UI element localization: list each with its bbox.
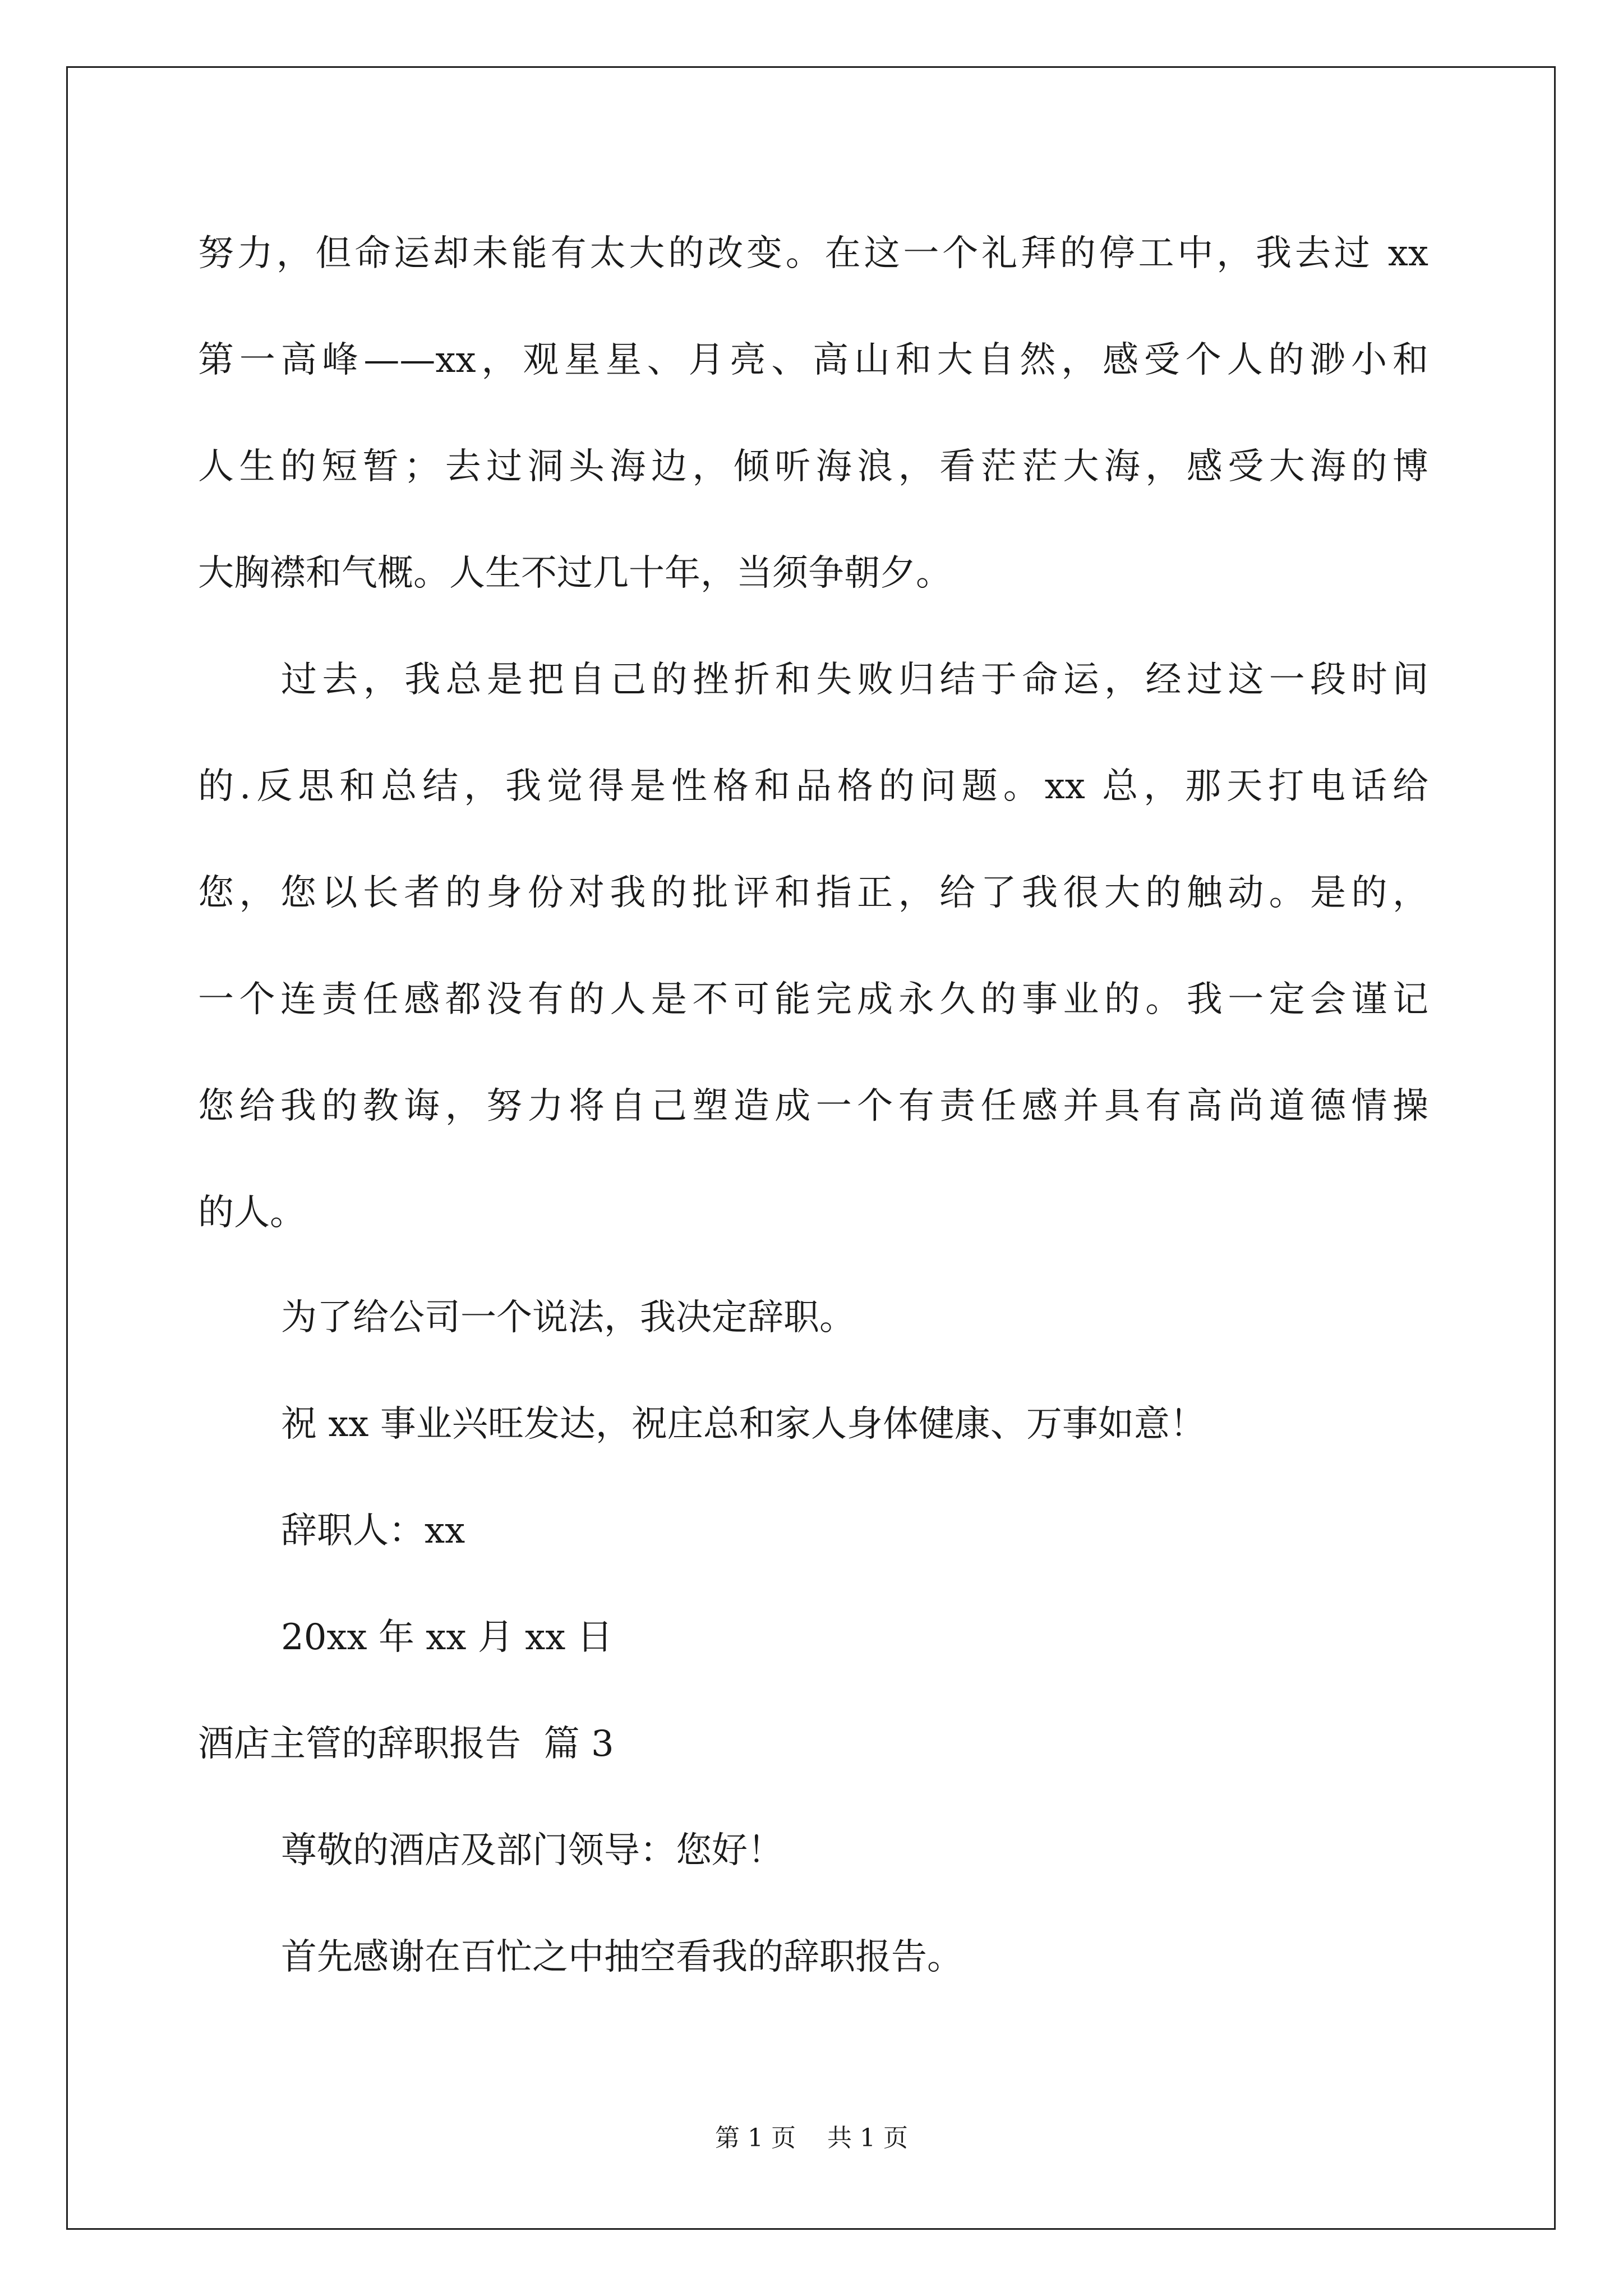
paragraph-line: 第一高峰——xx，观星星、月亮、高山和大自然，感受个人的渺小和 [198, 339, 1428, 381]
paragraph-line: 的人。 [198, 1192, 306, 1234]
paragraph-line: 过去，我总是把自己的挫折和失败归结于命运，经过这一段时间 [281, 659, 1428, 701]
page-number-total: 共 1 页 [827, 2124, 908, 2152]
page-number-current: 第 1 页 [715, 2124, 796, 2152]
paragraph-line: 的.反思和总结，我觉得是性格和品格的问题。xx 总，那天打电话给 [198, 766, 1428, 807]
paragraph-line: 您，您以长者的身份对我的批评和指正，给了我很大的触动。是的， [198, 872, 1428, 914]
paragraph-line: 您给我的教诲，努力将自己塑造成一个有责任感并具有高尚道德情操 [198, 1085, 1428, 1127]
section-title: 酒店主管的辞职报告 篇 3 [198, 1723, 614, 1765]
decision-line: 为了给公司一个说法，我决定辞职。 [281, 1297, 855, 1338]
paragraph-line: 一个连责任感都没有的人是不可能完成永久的事业的。我一定会谨记 [198, 979, 1428, 1020]
signature-line: 辞职人：xx [281, 1510, 465, 1552]
salutation-line: 尊敬的酒店及部门领导：您好！ [281, 1830, 783, 1871]
opening-line: 首先感谢在百忙之中抽空看我的辞职报告。 [281, 1936, 963, 1978]
wishes-line: 祝 xx 事业兴旺发达，祝庄总和家人身体健康、万事如意！ [281, 1404, 1206, 1445]
paragraph-line: 大胸襟和气概。人生不过几十年，当须争朝夕。 [198, 553, 952, 594]
date-line: 20xx 年 xx 月 xx 日 [281, 1617, 613, 1658]
page-border [66, 66, 1556, 2230]
paragraph-line: 人生的短暂；去过洞头海边，倾听海浪，看茫茫大海，感受大海的博 [198, 446, 1428, 487]
paragraph-line: 努力，但命运却未能有太大的改变。在这一个礼拜的停工中，我去过 xx [198, 233, 1428, 274]
page-footer [0, 2126, 1623, 2151]
